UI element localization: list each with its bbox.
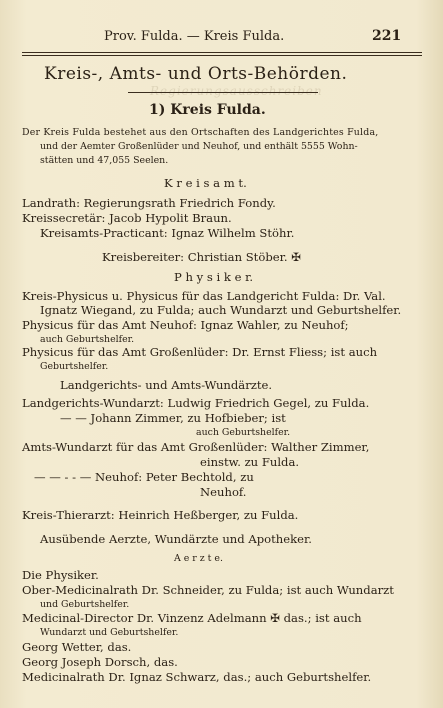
wundaerzte-line: einstw. zu Fulda. [200, 455, 300, 469]
wundaerzte-line: — — - - — Neuhof: Peter Bechtold, zu [34, 470, 254, 484]
physiker-line: Ignatz Wiegand, zu Fulda; auch Wundarzt und Geburtshelfer. [40, 303, 402, 317]
wundaerzte-line: Amts-Wundarzt für das Amt Großenlüder: Walther Zimmer, [22, 440, 370, 454]
physiker-line: Physicus für das Amt Neuhof: Ignaz Wahler, zu Neuhof; [22, 318, 349, 332]
aerzte-line: Georg Wetter, das. [22, 640, 132, 654]
aerzte-line: Medicinalrath Dr. Ignaz Schwarz, das.; auch Geburtshelfer. [22, 670, 372, 684]
ausuebende-heading: Ausübende Aerzte, Wundärzte und Apotheker. [40, 532, 312, 546]
physiker-line: Physicus für das Amt Großenlüder: Dr. Ernst Fliess; ist auch [22, 345, 378, 359]
physiker-line: Kreis-Physicus u. Physicus für das Landgericht Fulda: Dr. Val. [22, 289, 386, 303]
aerzte-line: Wundarzt und Geburtshelfer. [40, 627, 179, 638]
header-rule [22, 52, 422, 53]
physiker-line: auch Geburtshelfer. [40, 334, 135, 345]
subsection-title: 1) Kreis Fulda. [149, 102, 266, 118]
bleed-through-text: Regierungsausschreiben [150, 84, 323, 98]
aerzte-line: und Geburtshelfer. [40, 599, 130, 610]
header-rule-2 [22, 55, 422, 56]
title-rule [128, 92, 318, 93]
kreisamt-line: Landrath: Regierungsrath Friedrich Fondy. [22, 196, 276, 210]
intro-line: stätten und 47,055 Seelen. [40, 155, 169, 166]
page-number: 221 [372, 28, 402, 44]
aerzte-line: Ober-Medicinalrath Dr. Schneider, zu Fulda; ist auch Wundarzt [22, 583, 394, 597]
physiker-heading: P h y s i k e r. [174, 270, 254, 284]
aerzte-line: Die Physiker. [22, 568, 99, 582]
physiker-line: Geburtshelfer. [40, 361, 109, 372]
aerzte-subheading: A e r z t e. [174, 553, 223, 564]
kreisbereiter: Kreisbereiter: Christian Stöber. ✠ [102, 250, 301, 264]
aerzte-line: Georg Joseph Dorsch, das. [22, 655, 178, 669]
thierarzt: Kreis-Thierarzt: Heinrich Heßberger, zu Fulda. [22, 508, 299, 522]
wundaerzte-line: — — Johann Zimmer, zu Hofbieber; ist [60, 411, 286, 425]
wundaerzte-heading: Landgerichts- und Amts-Wundärzte. [60, 378, 273, 392]
intro-line: und der Aemter Großenlüder und Neuhof, und enthält 5555 Wohn- [40, 141, 358, 152]
kreisamt-line: Kreisamts-Practicant: Ignaz Wilhelm Stöhr. [40, 226, 295, 240]
wundaerzte-line: Landgerichts-Wundarzt: Ludwig Friedrich Gegel, zu Fulda. [22, 396, 370, 410]
kreisamt-heading: K r e i s a m t. [164, 176, 247, 190]
section-title: Kreis-, Amts- und Orts-Behörden. [44, 64, 348, 84]
aerzte-line: Medicinal-Director Dr. Vinzenz Adelmann ✠ das.; ist auch [22, 611, 362, 625]
wundaerzte-line: auch Geburtshelfer. [196, 427, 291, 438]
running-title: Prov. Fulda. — Kreis Fulda. [104, 29, 285, 44]
intro-line: Der Kreis Fulda bestehet aus den Ortschaften des Landgerichtes Fulda, [22, 127, 379, 138]
wundaerzte-line: Neuhof. [200, 485, 247, 499]
kreisamt-line: Kreissecretär: Jacob Hypolit Braun. [22, 211, 232, 225]
